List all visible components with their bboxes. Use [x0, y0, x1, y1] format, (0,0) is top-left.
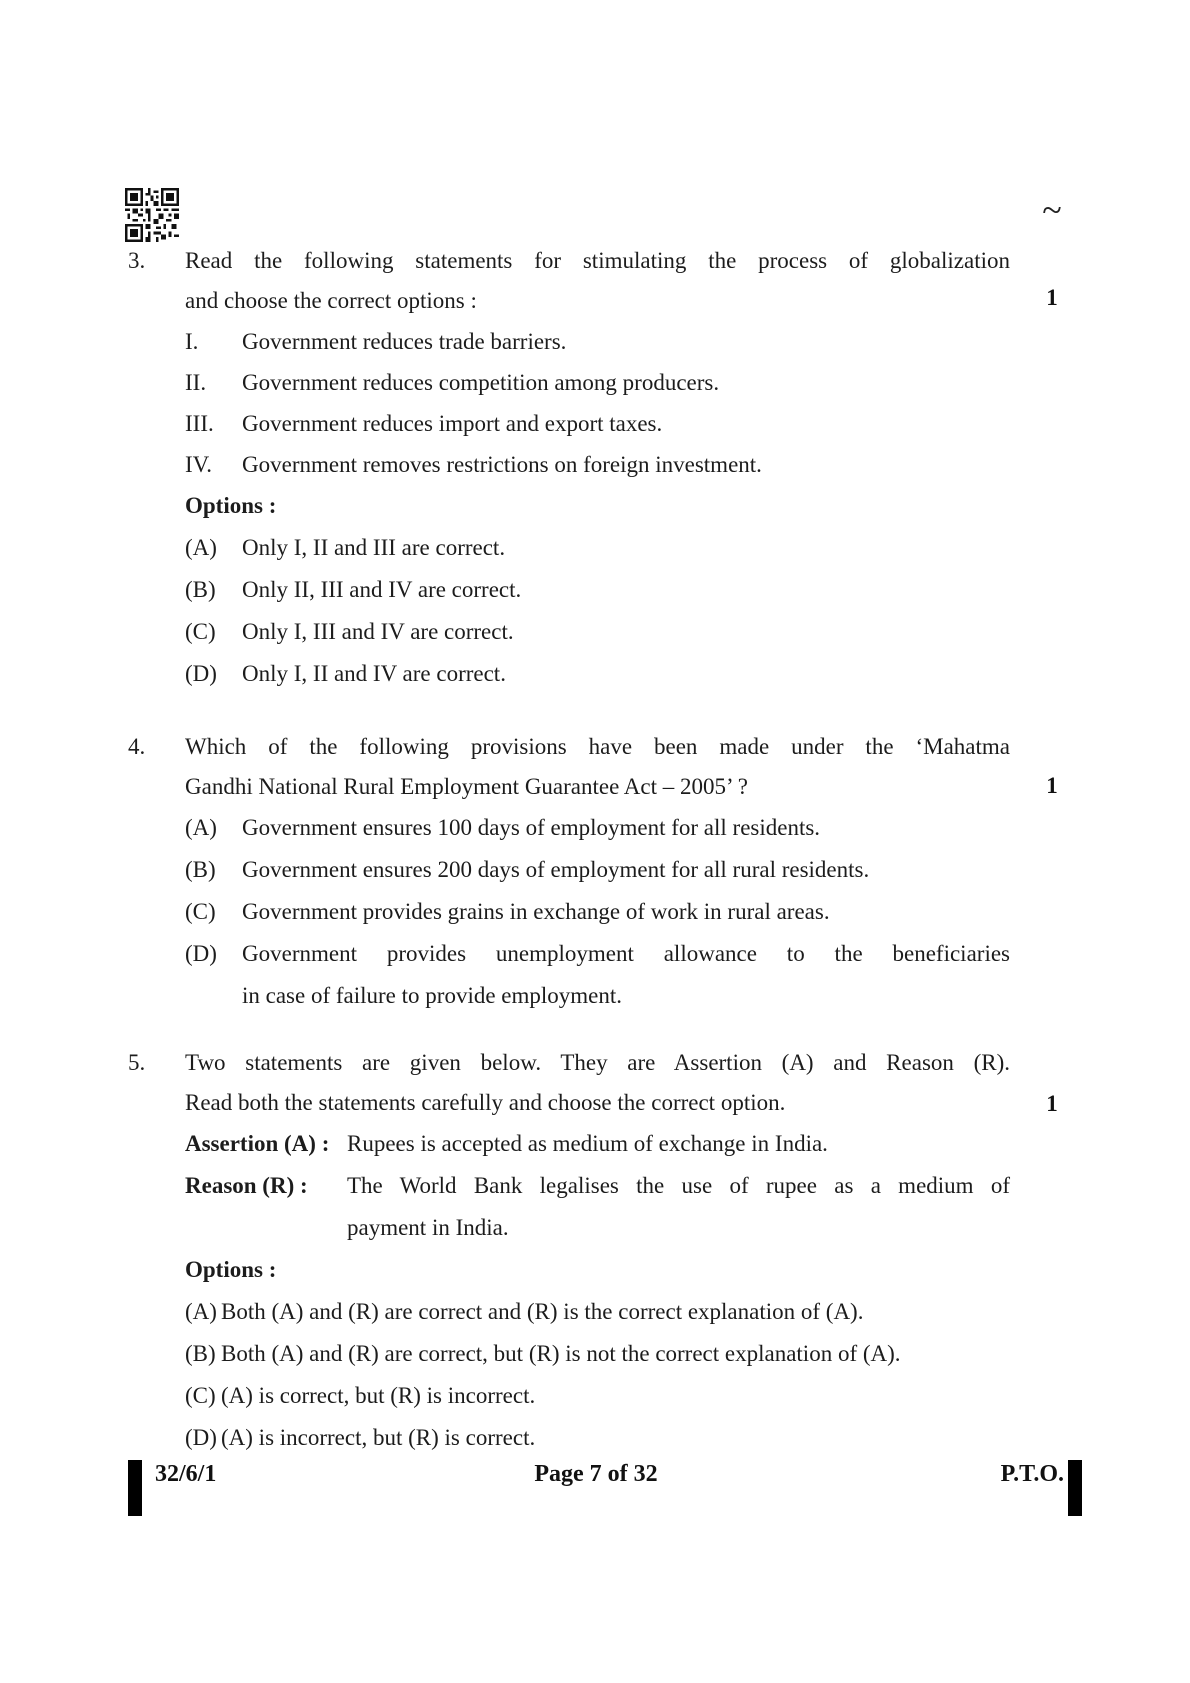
footer-page-number: Page 7 of 32 — [534, 1461, 658, 1487]
footer-pto: P.T.O. — [1000, 1461, 1064, 1487]
reason-text-line: payment in India. — [347, 1215, 509, 1240]
option-label: (C) — [185, 619, 216, 644]
statement-label: IV. — [185, 452, 213, 477]
option-text: (A) is incorrect, but (R) is correct. — [221, 1425, 536, 1450]
option-item — [185, 611, 1010, 653]
option-text: Government provides grains in exchange of work in rural areas. — [242, 899, 830, 924]
assertion-label: Assertion (A) : — [185, 1131, 330, 1156]
qr-code — [125, 188, 179, 242]
option-text: Both (A) and (R) are correct, but (R) is not the correct explanation of (A). — [221, 1341, 901, 1366]
option-label: (A) — [185, 815, 217, 840]
option-label: (D) — [185, 1425, 217, 1450]
question-number: 3. — [128, 248, 146, 273]
question-text-line: and choose the correct options : — [185, 288, 477, 313]
question-5 — [128, 1043, 1010, 1459]
option-list — [128, 1291, 1010, 1459]
option-item — [185, 653, 1010, 695]
option-item — [185, 807, 1010, 849]
option-item — [185, 1291, 1010, 1333]
option-item — [185, 891, 1010, 933]
option-text-line: in case of failure to provide employment. — [242, 983, 623, 1008]
statement-label: II. — [185, 370, 207, 395]
options-heading: Options : — [185, 493, 277, 518]
statement-item — [185, 321, 1010, 362]
question-text-line: Two statements are given below. They are Assertion (A) and Reason (R). — [185, 1050, 1010, 1075]
option-label: (B) — [185, 577, 216, 602]
reason-text — [347, 1165, 1010, 1249]
assertion-text: Rupees is accepted as medium of exchange in India. — [347, 1131, 828, 1156]
question-text-line: Read both the statements carefully and choose the correct option. — [185, 1090, 786, 1115]
statement-text: Government reduces import and export taxes. — [242, 411, 663, 436]
statement-text: Government removes restrictions on foreign investment. — [242, 452, 762, 477]
footer-bar-right — [1068, 1460, 1082, 1516]
question-text-line: Which of the following provisions have been made under the ‘Mahatma — [185, 734, 1010, 759]
marks-badge: 1 — [1046, 773, 1058, 798]
reason-row — [185, 1165, 1010, 1249]
footer-bar-left — [128, 1460, 142, 1516]
option-text: Only I, II and III are correct. — [242, 535, 506, 560]
option-text: Only II, III and IV are correct. — [242, 577, 522, 602]
options-heading: Options : — [185, 1257, 277, 1282]
statement-label: III. — [185, 411, 214, 436]
option-text: (A) is correct, but (R) is incorrect. — [221, 1383, 536, 1408]
option-list — [128, 527, 1010, 695]
option-item — [185, 569, 1010, 611]
option-list — [128, 807, 1010, 1017]
question-3 — [128, 241, 1010, 695]
footer-paper-code: 32/6/1 — [155, 1461, 217, 1487]
statement-text: Government reduces competition among producers. — [242, 370, 720, 395]
option-text: Both (A) and (R) are correct and (R) is the correct explanation of (A). — [221, 1299, 864, 1324]
question-text — [185, 1043, 1010, 1123]
option-text: Only I, II and IV are correct. — [242, 661, 506, 686]
question-text — [185, 727, 1010, 807]
option-text — [242, 933, 1010, 1017]
option-label: (D) — [185, 661, 217, 686]
reason-label: Reason (R) : — [185, 1173, 308, 1198]
question-number: 4. — [128, 734, 146, 759]
option-item — [185, 1375, 1010, 1417]
statement-label: I. — [185, 329, 199, 354]
question-text-line: Read the following statements for stimulating the process of globalization — [185, 248, 1010, 273]
option-label: (B) — [185, 857, 216, 882]
option-item — [185, 1333, 1010, 1375]
option-item — [185, 933, 1010, 1017]
option-text: Government ensures 100 days of employment for all residents. — [242, 815, 821, 840]
marks-badge: 1 — [1046, 1091, 1058, 1116]
option-label: (A) — [185, 535, 217, 560]
question-number: 5. — [128, 1050, 146, 1075]
statement-text: Government reduces trade barriers. — [242, 329, 567, 354]
option-text: Only I, III and IV are correct. — [242, 619, 514, 644]
option-label: (C) — [185, 899, 216, 924]
question-text — [185, 241, 1010, 321]
option-text-line: Government provides unemployment allowance to the beneficiaries — [242, 941, 1010, 966]
question-text-line: Gandhi National Rural Employment Guarantee Act – 2005’ ? — [185, 774, 748, 799]
assertion-row — [185, 1123, 1010, 1165]
statement-item — [185, 444, 1010, 485]
option-item — [185, 527, 1010, 569]
option-label: (B) — [185, 1341, 216, 1366]
marks-badge: 1 — [1046, 285, 1058, 310]
option-label: (A) — [185, 1299, 217, 1324]
question-4 — [128, 727, 1010, 1017]
statement-item — [185, 362, 1010, 403]
reason-text-line: The World Bank legalises the use of rupee as a medium of — [347, 1173, 1010, 1198]
statement-item — [185, 403, 1010, 444]
option-text: Government ensures 200 days of employment for all rural residents. — [242, 857, 870, 882]
tilde-mark: ~ — [1042, 190, 1062, 230]
statement-list — [185, 321, 1010, 485]
option-label: (D) — [185, 941, 217, 966]
option-item — [185, 849, 1010, 891]
option-label: (C) — [185, 1383, 216, 1408]
